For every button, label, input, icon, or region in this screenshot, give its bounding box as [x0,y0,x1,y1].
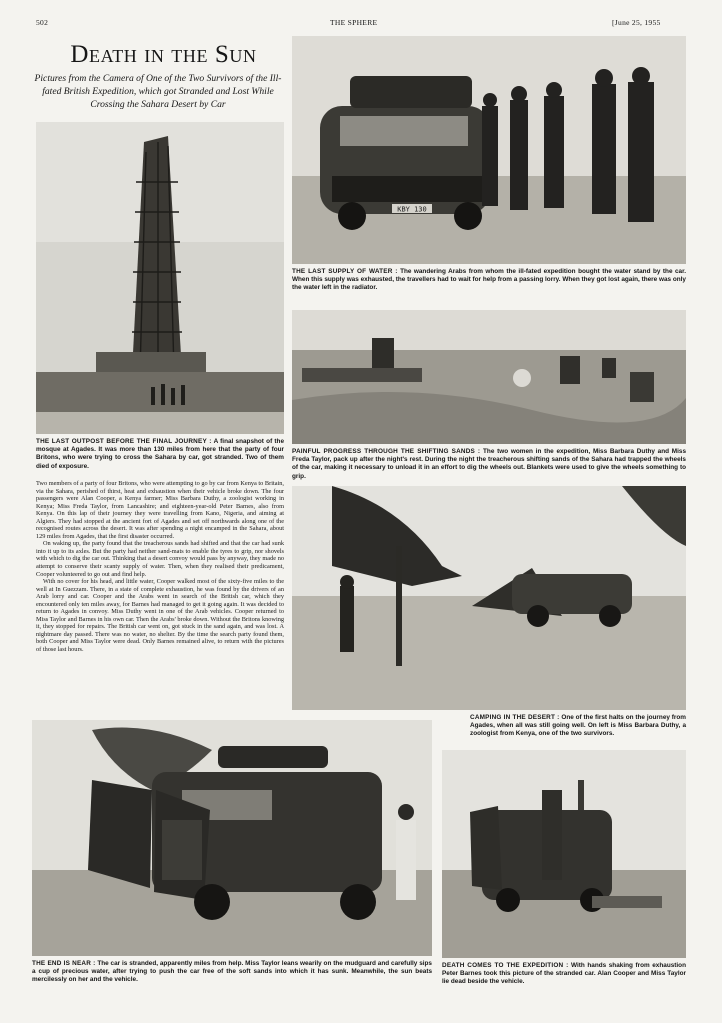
body-paragraph-3: With no cover for his head, and little water, Cooper walked most of the sixty-five miles to the well at In Guezzam. There, in a state of complete exhaustion, he was found by the drivers of an Arab lorry and car. Cooper and the Arabs went in search of the British car, which they encountered only ten miles away, for Barnes had managed to get it going again. It was decided to return to Agades in convoy. Miss Duthy went in one of the Arab vehicles. Cooper returned to Miss Taylor and Barnes in his own car. Then the Arabs' broke down. Without the Britons knowing it, they stopped for repairs. The British car went on, got stuck in the sand again, and was lost. A nightmare day passed. There was no water, no shelter. By the time the search party found them, both Cooper and Miss Taylor were dead. Only Barnes remained alive, to return with the pictures of those last hours. [36,578,284,654]
caption-end-is-near: THE END IS NEAR : The car is stranded, apparently miles from help. Miss Taylor leans wearily on the mudguard and carefully sips a cup of precious water, after trying to push the car free of the soft sands into which it has sunk. Meanwhile, the sun beats mercilessly on her and the vehicle. [32,960,432,984]
car-license-plate: KBY 130 [397,205,427,214]
issue-date: [June 25, 1955 [612,18,661,27]
caption-water: THE LAST SUPPLY OF WATER : The wandering Arabs from whom the ill-fated expedition bought the water stand by the car. When this supply was exhausted, the travellers had to wait for help from a passing lorry. When they got lost again, there was only the water left in the radiator. [292,268,687,292]
photo-death-expedition [442,750,686,958]
photo-shifting-sands [292,310,686,444]
page-number: 502 [36,18,49,27]
body-paragraph-2: On waking up, the party found that the treacherous sands had shifted and that the car had sunk into it up to its axles. But the party had neither sand-mats to enable the tyres to grip, nor shovels with which to dig the car out. Thinking that a desert convoy would pass by anyway, they made no attempt to conserve their scanty supply of water. Then, when they realised their predicament, Cooper volunteered to go out and find help. [36,540,284,578]
caption-sands: PAINFUL PROGRESS THROUGH THE SHIFTING SANDS : The two women in the expedition, Miss Barbara Duthy and Miss Freda Taylor, pack up after the night's rest. During the night the treacherous shifting sands of the Sahara had trapped the wheels of the car, making it necessary to unload it in an effort to dig the wheels out. Blankets were used to give the wheels something to grip. [292,448,686,480]
article-subtitle: Pictures from the Camera of One of the Two Survivors of the Ill-fated British Expedition, which got Stranded and Lost While Crossing the Sahara Desert by Car [34,73,282,111]
photo-mosque-agades [36,122,284,434]
photo-end-is-near [32,720,432,956]
body-paragraph-1: Two members of a party of four Britons, who were attempting to go by car from Kenya to Britain, via the Sahara, perished of thirst, heat and exhaustion when their vehicle broke down. The four passengers were Alan Cooper, a Kenya farmer; Miss Barbara Duthy, a zoologist working in Kenya; Miss Freda Taylor, from Lancashire; and eighteen-year-old Peter Barnes, also from Kenya. On this lap of their journey they were travelling from Kano, Nigeria, and aiming at Algiers. They had stopped at the ancient fort of Agades and set off northwards along one of the recognised routes across the desert. It was after spending a night encamped in the Sahara, about 129 miles from Agades, that the first disaster occurred. [36,480,284,540]
caption-mosque: THE LAST OUTPOST BEFORE THE FINAL JOURNEY : A final snapshot of the mosque at Agades. It was more than 130 miles from here that the party of four Britons, who were trying to cross the Sahara by car, got stranded. Two of them died of exposure. [36,438,285,470]
caption-camping: CAMPING IN THE DESERT : One of the first halts on the journey from Agades, when all was still going well. On left is Miss Barbara Duthy, a zoologist from Kenya, one of the two survivors. [470,714,686,738]
article-title: Death in the Sun [70,41,257,68]
publication-name: THE SPHERE [330,18,378,27]
photo-last-water [292,36,686,264]
photo-camping-desert [292,486,686,710]
caption-death: DEATH COMES TO THE EXPEDITION : With hands shaking from exhaustion Peter Barnes took this picture of the stranded car. Alan Cooper and Miss Taylor lie dead beside the vehicle. [442,962,686,986]
article-body [36,480,284,654]
